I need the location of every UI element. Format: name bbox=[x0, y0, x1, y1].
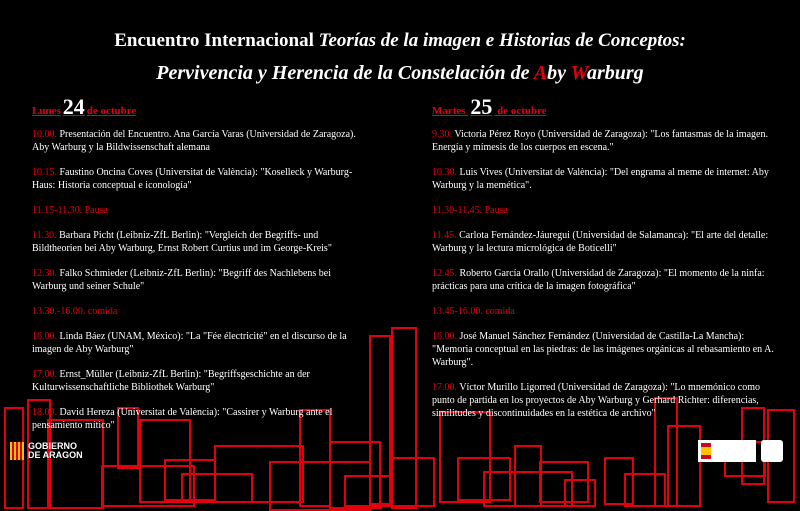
ministry-logo bbox=[698, 440, 756, 462]
schedule-break: 13.45-16.00. comida bbox=[432, 306, 515, 317]
tuesday-day-number: 25 bbox=[470, 94, 493, 119]
schedule-break: 11.15-11.30. Pausa bbox=[32, 205, 108, 216]
monday-schedule bbox=[32, 128, 362, 432]
schedule-entry bbox=[432, 381, 777, 420]
spain-flag-icon bbox=[701, 443, 711, 459]
subtitle-arburg: arburg bbox=[586, 62, 644, 84]
schedule-entry bbox=[32, 406, 362, 432]
title-line-2 bbox=[0, 62, 800, 85]
entry-text: Victoria Pérez Royo (Universidad de Zaragoza): "Los fantasmas de la imagen. Energía y mímesis de los cuerpos en escena." bbox=[432, 129, 768, 153]
entry-time: 10.00. bbox=[32, 129, 57, 140]
schedule-entry bbox=[432, 330, 777, 369]
schedule-break: 13.30.-16.00. comida bbox=[32, 306, 118, 317]
institution-logo bbox=[761, 440, 783, 462]
entry-text: Roberto García Orallo (Universidad de Zaragoza): "El momento de la ninfa: prácticas para una crítica de la imagen fotográfica" bbox=[432, 268, 765, 292]
subtitle-initial-a: A bbox=[533, 62, 548, 84]
schedule-break: 11.30-11.45. Pausa bbox=[432, 205, 508, 216]
tuesday-month: de octubre bbox=[497, 105, 547, 117]
monday-day-word: Lunes bbox=[32, 105, 61, 117]
entry-text: David Hereza (Universitat de València): "Cassirer y Warburg ante el pensamiento mítico" bbox=[32, 407, 333, 431]
title-italic: Teorías de la imagen e Historias de Conceptos: bbox=[318, 30, 686, 51]
aragon-logo-line2: DE ARAGON bbox=[28, 450, 83, 460]
schedule-entry bbox=[32, 128, 362, 154]
schedule-entry bbox=[32, 368, 362, 394]
monday-column bbox=[32, 94, 362, 444]
entry-text: Víctor Murillo Ligorred (Universidad de Zaragoza): "Lo mnemónico como punto de partida en los proyectos de Aby Warburg y Gerhard Richter: diferencias, similitudes y discontinuidades en la estética de archivo" bbox=[432, 382, 760, 419]
subtitle-by: by bbox=[547, 62, 571, 84]
schedule-entry bbox=[432, 267, 777, 293]
entry-time: 17.00. bbox=[432, 382, 457, 393]
schedule-entry bbox=[32, 229, 362, 255]
entry-text: Carlota Fernández-Jáuregui (Universidad de Salamanca): "El arte del detalle: Warburg y la lectura micrológica de Boticelli" bbox=[432, 230, 769, 254]
entry-text: Presentación del Encuentro. Ana García Varas (Universidad de Zaragoza). Aby Warburg y la Bildwissenschaft alemana bbox=[32, 129, 356, 153]
aragon-logo-line1: GOBIERNO bbox=[28, 441, 78, 451]
gobierno-aragon-logo bbox=[10, 442, 83, 460]
schedule-entry bbox=[432, 229, 777, 255]
monday-heading bbox=[32, 94, 137, 119]
subtitle-text: Pervivencia y Herencia de la Constelación de bbox=[156, 62, 534, 84]
entry-time: 9.30. bbox=[432, 129, 452, 140]
entry-time: 12.30. bbox=[32, 268, 57, 279]
title-prefix: Encuentro Internacional bbox=[114, 30, 319, 51]
schedule-entry bbox=[32, 330, 362, 356]
entry-time: 17.00. bbox=[32, 369, 57, 380]
tuesday-column bbox=[432, 94, 777, 432]
tuesday-schedule bbox=[432, 128, 777, 420]
entry-time: 16.00. bbox=[32, 331, 57, 342]
subtitle-initial-w: W bbox=[570, 62, 587, 84]
monday-day-number: 24 bbox=[62, 94, 85, 119]
entry-time: 11.30. bbox=[32, 230, 57, 241]
title-line-1 bbox=[0, 30, 800, 52]
tuesday-heading bbox=[432, 94, 547, 119]
entry-time: 10.15. bbox=[32, 167, 57, 178]
schedule-entry bbox=[432, 166, 777, 192]
entry-text: Barbara Picht (Leibniz-ZfL Berlin): "Vergleich der Begriffs- und Bildtheorien bei Aby Warburg, Ernst Robert Curtius und im George-Kreis" bbox=[32, 230, 332, 254]
entry-time: 10.30. bbox=[432, 167, 457, 178]
schedule-entry bbox=[32, 267, 362, 293]
schedule-entry bbox=[32, 166, 362, 192]
schedule-entry bbox=[432, 128, 777, 154]
entry-text: José Manuel Sánchez Fernández (Universidad de Castilla-La Mancha): "Memoria conceptual en las piedras: de las imágenes orgánicas al rebasamiento en A. Warburg". bbox=[432, 331, 774, 368]
entry-text: Linda Báez (UNAM, México): "La "Fée électricité" en el discurso de la imagen de Aby Warburg" bbox=[32, 331, 347, 355]
entry-time: 16.00. bbox=[432, 331, 457, 342]
entry-time: 12.45. bbox=[432, 268, 457, 279]
sponsor-logos bbox=[698, 440, 783, 462]
entry-text: Faustino Oncina Coves (Universitat de València): "Koselleck y Warburg-Haus: Historia conceptual e iconología" bbox=[32, 167, 353, 191]
entry-text: Luis Vives (Universitat de València): "Del engrama al meme de internet: Aby Warburg y la memética". bbox=[432, 167, 769, 191]
monday-month: de octubre bbox=[86, 105, 137, 117]
tuesday-day-word: Martes bbox=[432, 105, 466, 117]
aragon-shield-icon bbox=[10, 442, 24, 460]
entry-text: Falko Schmieder (Leibniz-ZfL Berlin): "Begriff des Nachlebens bei Warburg und seiner Schule" bbox=[32, 268, 331, 292]
entry-time: 11.45. bbox=[432, 230, 457, 241]
entry-text: Ernst_Müller (Leibniz-ZfL Berlin): "Begriffsgeschichte an der Kulturwissenschaftliche Bibliothek Warburg" bbox=[32, 369, 310, 393]
entry-time: 18.00. bbox=[32, 407, 57, 418]
